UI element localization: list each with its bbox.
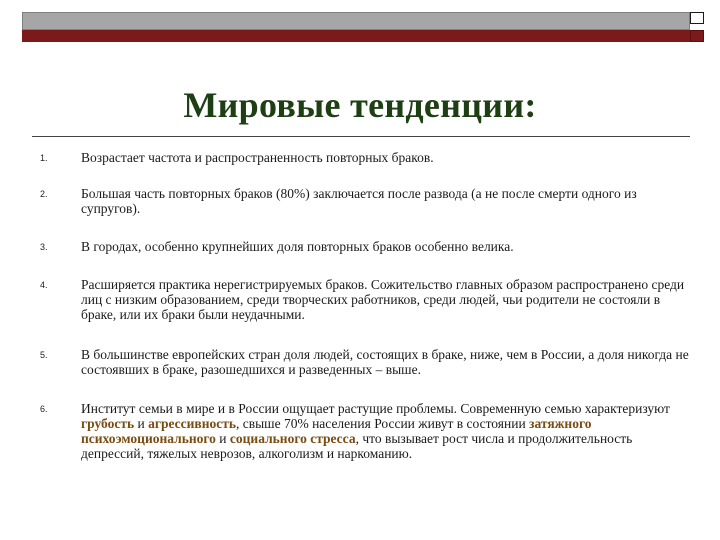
item-number: 3. <box>40 242 48 252</box>
list-item <box>40 401 690 461</box>
list-item <box>40 347 690 377</box>
item-text-part: Институт семьи в мире и в России ощущает растущие проблемы. Современную семью характеризуют <box>81 401 670 416</box>
list-item <box>40 239 690 254</box>
item-text: В большинстве европейских стран доля людей, состоящих в браке, ниже, чем в России, а доля никогда не состоявших в браке, разошедшихся и разведенных – выше. <box>81 347 689 377</box>
item-text-part: и <box>134 416 149 431</box>
highlight-social-stress: социального стресса <box>229 431 356 446</box>
list-item <box>40 186 690 216</box>
item-text <box>81 401 690 461</box>
item-number: 6. <box>40 404 48 414</box>
item-number: 2. <box>40 189 48 199</box>
item-number: 1. <box>40 153 48 163</box>
list-item <box>40 150 690 165</box>
item-text-part: , свыше 70% населения России живут в состоянии <box>236 416 530 431</box>
item-text: В городах, особенно крупнейших доля повторных браков особенно велика. <box>81 239 514 254</box>
item-text-part: , что вызывает рост числа и продолжительность депрессий, тяжелых неврозов, алкоголизм и наркоманию. <box>81 431 633 461</box>
header-grey-bar <box>22 12 690 30</box>
item-text: Возрастает частота и распространенность повторных браков. <box>81 150 434 165</box>
item-text-part: и <box>215 431 230 446</box>
corner-square-white <box>690 12 704 24</box>
highlight-psycho-emotional: затяжного психоэмоционального <box>81 416 592 446</box>
corner-square-red <box>690 30 704 42</box>
list-item <box>40 277 690 322</box>
slide-title: Мировые тенденции: <box>183 85 537 125</box>
title-divider <box>32 136 690 137</box>
header-red-bar <box>22 30 690 42</box>
item-text: Большая часть повторных браков (80%) заключается после развода (а не после смерти одного из супругов). <box>81 186 637 216</box>
item-number: 5. <box>40 350 48 360</box>
highlight-aggressiveness: агрессивность <box>148 416 236 431</box>
item-number: 4. <box>40 280 48 290</box>
item-text: Расширяется практика нерегистрируемых браков. Сожительство главных образом распространено среди лиц с низким образованием, среди творческих работников, среди людей, чьи родители не состояли в браке, или их браки были неудачными. <box>81 277 685 322</box>
highlight-rudeness: грубость <box>81 416 135 431</box>
